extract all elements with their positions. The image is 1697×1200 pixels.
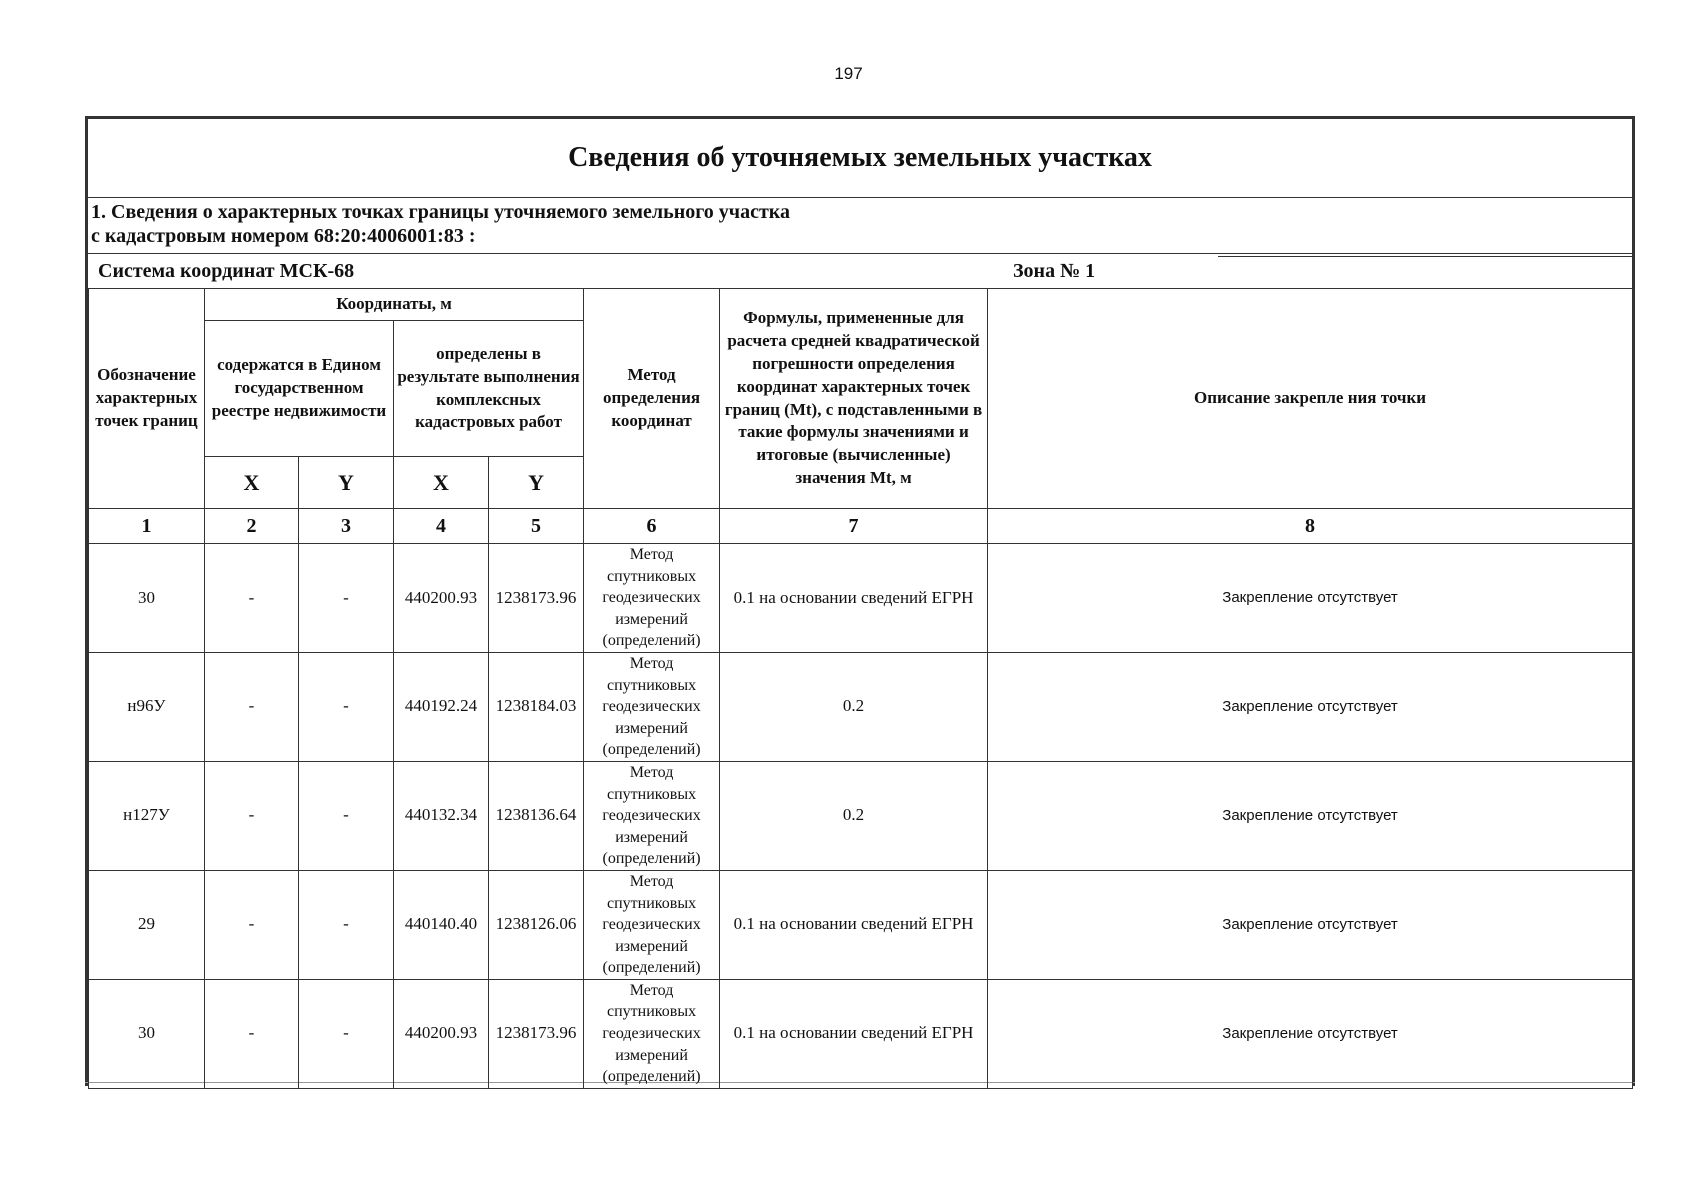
mt-formula: 0.2 bbox=[720, 652, 988, 761]
mt-formula: 0.1 на основании сведений ЕГРН bbox=[720, 870, 988, 979]
column-number: 4 bbox=[394, 509, 489, 544]
point-description: Закрепление отсутствует bbox=[988, 544, 1633, 653]
header-y: Y bbox=[489, 457, 584, 509]
section-title: Сведения об уточняемых земельных участках bbox=[88, 119, 1632, 198]
zone-underline bbox=[1218, 256, 1632, 257]
x-coordinate: 440192.24 bbox=[394, 652, 489, 761]
point-designation: 30 bbox=[89, 979, 205, 1088]
header-formulas: Формулы, примененные для расчета средней квадратической погрешности определения координат характерных точек границ (Mt), с подставленными в такие формулы значениями и итоговые (вычисленные) значения Mt, м bbox=[720, 289, 988, 509]
mt-formula: 0.2 bbox=[720, 761, 988, 870]
coordinate-system: Система координат МСК-68 bbox=[98, 260, 355, 282]
subtitle-line-1: 1. Сведения о характерных точках границы уточняемого земельного участка bbox=[91, 201, 791, 223]
point-description: Закрепление отсутствует bbox=[988, 979, 1633, 1088]
x-coordinate: 440140.40 bbox=[394, 870, 489, 979]
header-method: Метод определения координат bbox=[584, 289, 720, 509]
y-coordinate: 1238126.06 bbox=[489, 870, 584, 979]
header-y-egrn: Y bbox=[299, 457, 394, 509]
y-coordinate: 1238136.64 bbox=[489, 761, 584, 870]
column-number: 8 bbox=[988, 509, 1633, 544]
method: Метод спутниковых геодезических измерений (определений) bbox=[584, 979, 720, 1088]
column-number: 2 bbox=[205, 509, 299, 544]
table-row bbox=[89, 870, 1633, 979]
header-description: Описание закрепле ния точки bbox=[988, 289, 1633, 509]
point-designation: н96У bbox=[89, 652, 205, 761]
header-point-designation: Обозначение характерных точек границ bbox=[89, 289, 205, 509]
header-determined: определены в результате выполнения комплексных кадастровых работ bbox=[394, 321, 584, 457]
y-egrn: - bbox=[299, 761, 394, 870]
column-number: 1 bbox=[89, 509, 205, 544]
column-number: 7 bbox=[720, 509, 988, 544]
table-row bbox=[89, 761, 1633, 870]
method: Метод спутниковых геодезических измерений (определений) bbox=[584, 544, 720, 653]
column-number: 5 bbox=[489, 509, 584, 544]
column-number: 3 bbox=[299, 509, 394, 544]
method: Метод спутниковых геодезических измерений (определений) bbox=[584, 870, 720, 979]
x-egrn: - bbox=[205, 761, 299, 870]
x-egrn: - bbox=[205, 652, 299, 761]
y-egrn: - bbox=[299, 544, 394, 653]
point-description: Закрепление отсутствует bbox=[988, 761, 1633, 870]
subtitle-line-2: с кадастровым номером 68:20:4006001:83 : bbox=[91, 225, 476, 247]
header-coordinates: Координаты, м bbox=[205, 289, 584, 321]
header-x-egrn: X bbox=[205, 457, 299, 509]
x-egrn: - bbox=[205, 870, 299, 979]
y-coordinate: 1238184.03 bbox=[489, 652, 584, 761]
x-egrn: - bbox=[205, 979, 299, 1088]
y-egrn: - bbox=[299, 870, 394, 979]
table-row bbox=[89, 652, 1633, 761]
point-description: Закрепление отсутствует bbox=[988, 652, 1633, 761]
column-number: 6 bbox=[584, 509, 720, 544]
header-x: X bbox=[394, 457, 489, 509]
header-egrn: содержатся в Едином государственном реестре недвижимости bbox=[205, 321, 394, 457]
zone-label: Зона № 1 bbox=[1013, 260, 1096, 282]
y-egrn: - bbox=[299, 652, 394, 761]
method: Метод спутниковых геодезических измерений (определений) bbox=[584, 652, 720, 761]
point-description: Закрепление отсутствует bbox=[988, 870, 1633, 979]
y-coordinate: 1238173.96 bbox=[489, 979, 584, 1088]
mt-formula: 0.1 на основании сведений ЕГРН bbox=[720, 979, 988, 1088]
coordinate-system-row bbox=[88, 254, 1632, 288]
table-row bbox=[89, 544, 1633, 653]
x-egrn: - bbox=[205, 544, 299, 653]
page-number: 197 bbox=[834, 64, 863, 83]
x-coordinate: 440200.93 bbox=[394, 979, 489, 1088]
y-coordinate: 1238173.96 bbox=[489, 544, 584, 653]
points-table bbox=[88, 288, 1633, 1089]
subtitle bbox=[91, 200, 1629, 252]
x-coordinate: 440200.93 bbox=[394, 544, 489, 653]
table-row bbox=[89, 979, 1633, 1088]
point-designation: н127У bbox=[89, 761, 205, 870]
y-egrn: - bbox=[299, 979, 394, 1088]
point-designation: 30 bbox=[89, 544, 205, 653]
point-designation: 29 bbox=[89, 870, 205, 979]
mt-formula: 0.1 на основании сведений ЕГРН bbox=[720, 544, 988, 653]
x-coordinate: 440132.34 bbox=[394, 761, 489, 870]
method: Метод спутниковых геодезических измерений (определений) bbox=[584, 761, 720, 870]
